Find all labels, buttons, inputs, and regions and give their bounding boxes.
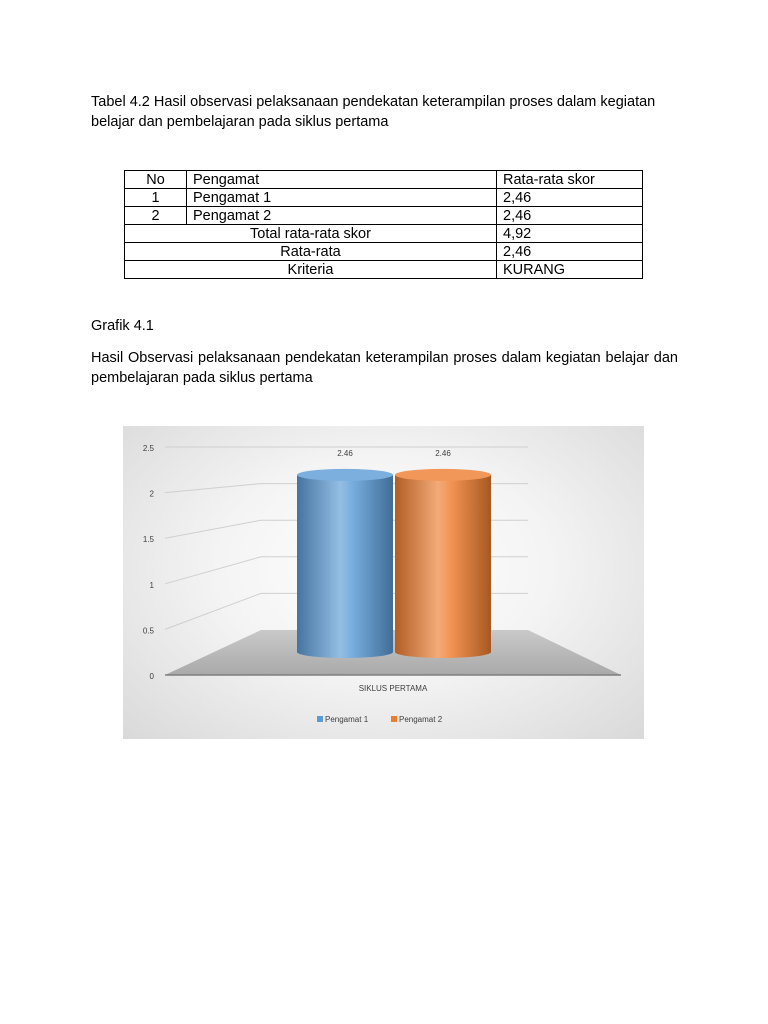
bar-cylinder-top xyxy=(395,469,491,481)
average-row xyxy=(125,243,643,261)
legend-swatch xyxy=(317,716,323,722)
total-row xyxy=(125,225,643,243)
row-name: Pengamat 1 xyxy=(187,189,497,207)
row-name: Pengamat 2 xyxy=(187,207,497,225)
chart-area xyxy=(123,426,644,739)
criteria-row xyxy=(125,261,643,279)
data-label: 2.46 xyxy=(435,449,451,458)
row-no: 1 xyxy=(125,189,187,207)
average-value: 2,46 xyxy=(497,243,643,261)
grafik-title: Grafik 4.1 xyxy=(91,318,154,334)
table-row xyxy=(125,189,643,207)
row-score: 2,46 xyxy=(497,207,643,225)
legend-swatch xyxy=(391,716,397,722)
bar-cylinder-body xyxy=(297,475,393,658)
y-tick-label: 1.5 xyxy=(142,535,154,545)
legend-label: Pengamat 2 xyxy=(399,715,443,724)
y-tick-label: 1 xyxy=(149,580,154,590)
y-tick-label: 2.5 xyxy=(142,444,154,453)
y-tick-label: 0 xyxy=(149,672,154,681)
row-score: 2,46 xyxy=(497,189,643,207)
data-label: 2.46 xyxy=(337,449,353,458)
average-label: Rata-rata xyxy=(125,243,497,261)
observation-table xyxy=(124,170,643,279)
row-no: 2 xyxy=(125,207,187,225)
total-value: 4,92 xyxy=(497,225,643,243)
total-label: Total rata-rata skor xyxy=(125,225,497,243)
criteria-value: KURANG xyxy=(497,261,643,279)
legend-label: Pengamat 1 xyxy=(325,715,369,724)
bar-cylinder-body xyxy=(395,475,491,658)
y-tick-label: 0.5 xyxy=(142,626,154,636)
bar-chart xyxy=(123,426,644,739)
table-header-row xyxy=(125,171,643,189)
x-category-label: SIKLUS PERTAMA xyxy=(358,684,428,693)
y-tick-label: 2 xyxy=(149,489,154,499)
grafik-description: Hasil Observasi pelaksanaan pendekatan keterampilan proses dalam kegiatan belajar dan pembelajaran pada siklus pertama xyxy=(91,350,678,386)
bar-cylinder-top xyxy=(297,469,393,481)
table-caption: Tabel 4.2 Hasil observasi pelaksanaan pendekatan keterampilan proses dalam kegiatan belajar dan pembelajaran pada siklus pertama xyxy=(91,94,656,130)
criteria-label: Kriteria xyxy=(125,261,497,279)
header-pengamat: Pengamat xyxy=(187,171,497,189)
header-no: No xyxy=(125,171,187,189)
table-row xyxy=(125,207,643,225)
header-score: Rata-rata skor xyxy=(497,171,643,189)
